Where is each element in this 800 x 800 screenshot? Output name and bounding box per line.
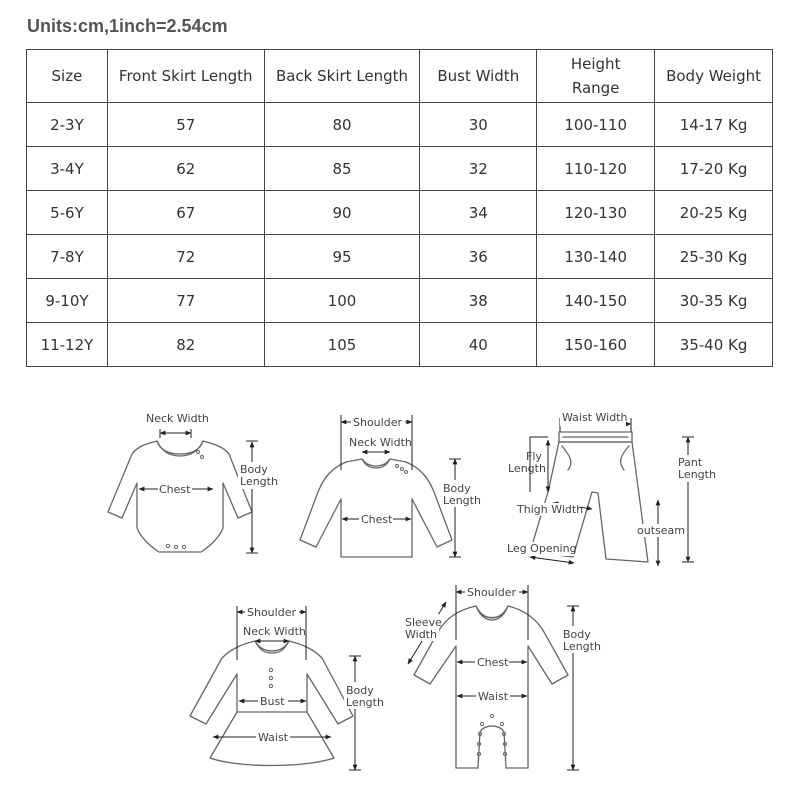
table-cell: 140-150 xyxy=(537,279,655,323)
body-length-label: Body xyxy=(563,628,591,641)
table-cell: 67 xyxy=(107,191,264,235)
neck-width-label: Neck Width xyxy=(243,625,306,638)
fly-length-label-2: Length xyxy=(508,462,546,475)
table-cell: 17-20 Kg xyxy=(655,147,773,191)
table-cell: 57 xyxy=(107,103,264,147)
table-cell: 25-30 Kg xyxy=(655,235,773,279)
waist-label: Waist xyxy=(478,690,509,703)
leg-opening-label: Leg Opening xyxy=(507,542,577,555)
table-cell: 40 xyxy=(420,323,537,367)
table-cell: 120-130 xyxy=(537,191,655,235)
table-cell: 105 xyxy=(264,323,420,367)
shirt-diagram xyxy=(300,415,481,557)
table-cell: 77 xyxy=(107,279,264,323)
body-length-label: Body xyxy=(240,463,268,476)
table-cell: 20-25 Kg xyxy=(655,191,773,235)
sleeve-width-label-2: Width xyxy=(405,628,437,641)
shoulder-label: Shoulder xyxy=(467,586,516,599)
table-cell: 2-3Y xyxy=(27,103,108,147)
table-cell: 5-6Y xyxy=(27,191,108,235)
pant-length-label: Pant xyxy=(678,456,703,469)
table-cell: 110-120 xyxy=(537,147,655,191)
table-cell: 38 xyxy=(420,279,537,323)
dress-diagram xyxy=(190,605,384,770)
col-header-back-skirt-length: Back Skirt Length xyxy=(264,50,420,103)
table-cell: 35-40 Kg xyxy=(655,323,773,367)
table-cell: 150-160 xyxy=(537,323,655,367)
units-note: Units:cm,1inch=2.54cm xyxy=(27,16,228,36)
table-cell: 62 xyxy=(107,147,264,191)
pant-length-label-2: Length xyxy=(678,468,716,481)
table-cell: 32 xyxy=(420,147,537,191)
leg-opening-arrow xyxy=(530,557,574,563)
sleeve-width-label: Sleeve xyxy=(405,616,442,629)
table-cell: 100 xyxy=(264,279,420,323)
col-header-bust-width: Bust Width xyxy=(420,50,537,103)
body-length-label: Body xyxy=(443,482,471,495)
table-cell: 30-35 Kg xyxy=(655,279,773,323)
col-header-front-skirt-length: Front Skirt Length xyxy=(107,50,264,103)
body-length-label-2: Length xyxy=(563,640,601,653)
bodysuit-diagram xyxy=(108,412,278,553)
table-cell: 30 xyxy=(420,103,537,147)
table-cell: 9-10Y xyxy=(27,279,108,323)
table-cell: 100-110 xyxy=(537,103,655,147)
waist-label: Waist xyxy=(258,731,289,744)
table-cell: 3-4Y xyxy=(27,147,108,191)
body-length-label-2: Length xyxy=(443,494,481,507)
col-header-body-weight: Body Weight xyxy=(655,50,773,103)
table-cell: 11-12Y xyxy=(27,323,108,367)
bodysuit-outline xyxy=(108,441,252,552)
chest-label: Chest xyxy=(477,656,509,669)
thigh-width-label: Thigh Width xyxy=(517,503,584,516)
table-cell: 80 xyxy=(264,103,420,147)
table-cell: 34 xyxy=(420,191,537,235)
shoulder-label: Shoulder xyxy=(247,606,296,619)
bust-label: Bust xyxy=(260,695,285,708)
fly-length-label: Fly xyxy=(526,450,542,463)
outseam-label: outseam xyxy=(637,524,685,537)
table-cell: 82 xyxy=(107,323,264,367)
neck-width-label: Neck Width xyxy=(146,412,209,425)
romper-diagram xyxy=(403,585,601,770)
body-length-label: Body xyxy=(346,684,374,697)
table-cell: 85 xyxy=(264,147,420,191)
table-cell: 36 xyxy=(420,235,537,279)
body-length-label-2: Length xyxy=(346,696,384,709)
table-cell: 130-140 xyxy=(537,235,655,279)
waist-width-label: Waist Width xyxy=(562,411,628,424)
chest-label: Chest xyxy=(159,483,191,496)
shirt-outline xyxy=(300,459,452,557)
col-header-size: Size xyxy=(27,50,108,103)
body-length-label-2: Length xyxy=(240,475,278,488)
table-cell: 72 xyxy=(107,235,264,279)
dress-collar xyxy=(255,641,289,651)
pants-diagram xyxy=(506,411,716,566)
chest-label: Chest xyxy=(361,513,393,526)
romper-collar xyxy=(476,606,508,618)
neck-width-label: Neck Width xyxy=(349,436,412,449)
col-header-height-range: Height Range xyxy=(537,50,655,103)
table-cell: 7-8Y xyxy=(27,235,108,279)
table-cell: 95 xyxy=(264,235,420,279)
shoulder-label: Shoulder xyxy=(353,416,402,429)
table-cell: 90 xyxy=(264,191,420,235)
table-cell: 14-17 Kg xyxy=(655,103,773,147)
